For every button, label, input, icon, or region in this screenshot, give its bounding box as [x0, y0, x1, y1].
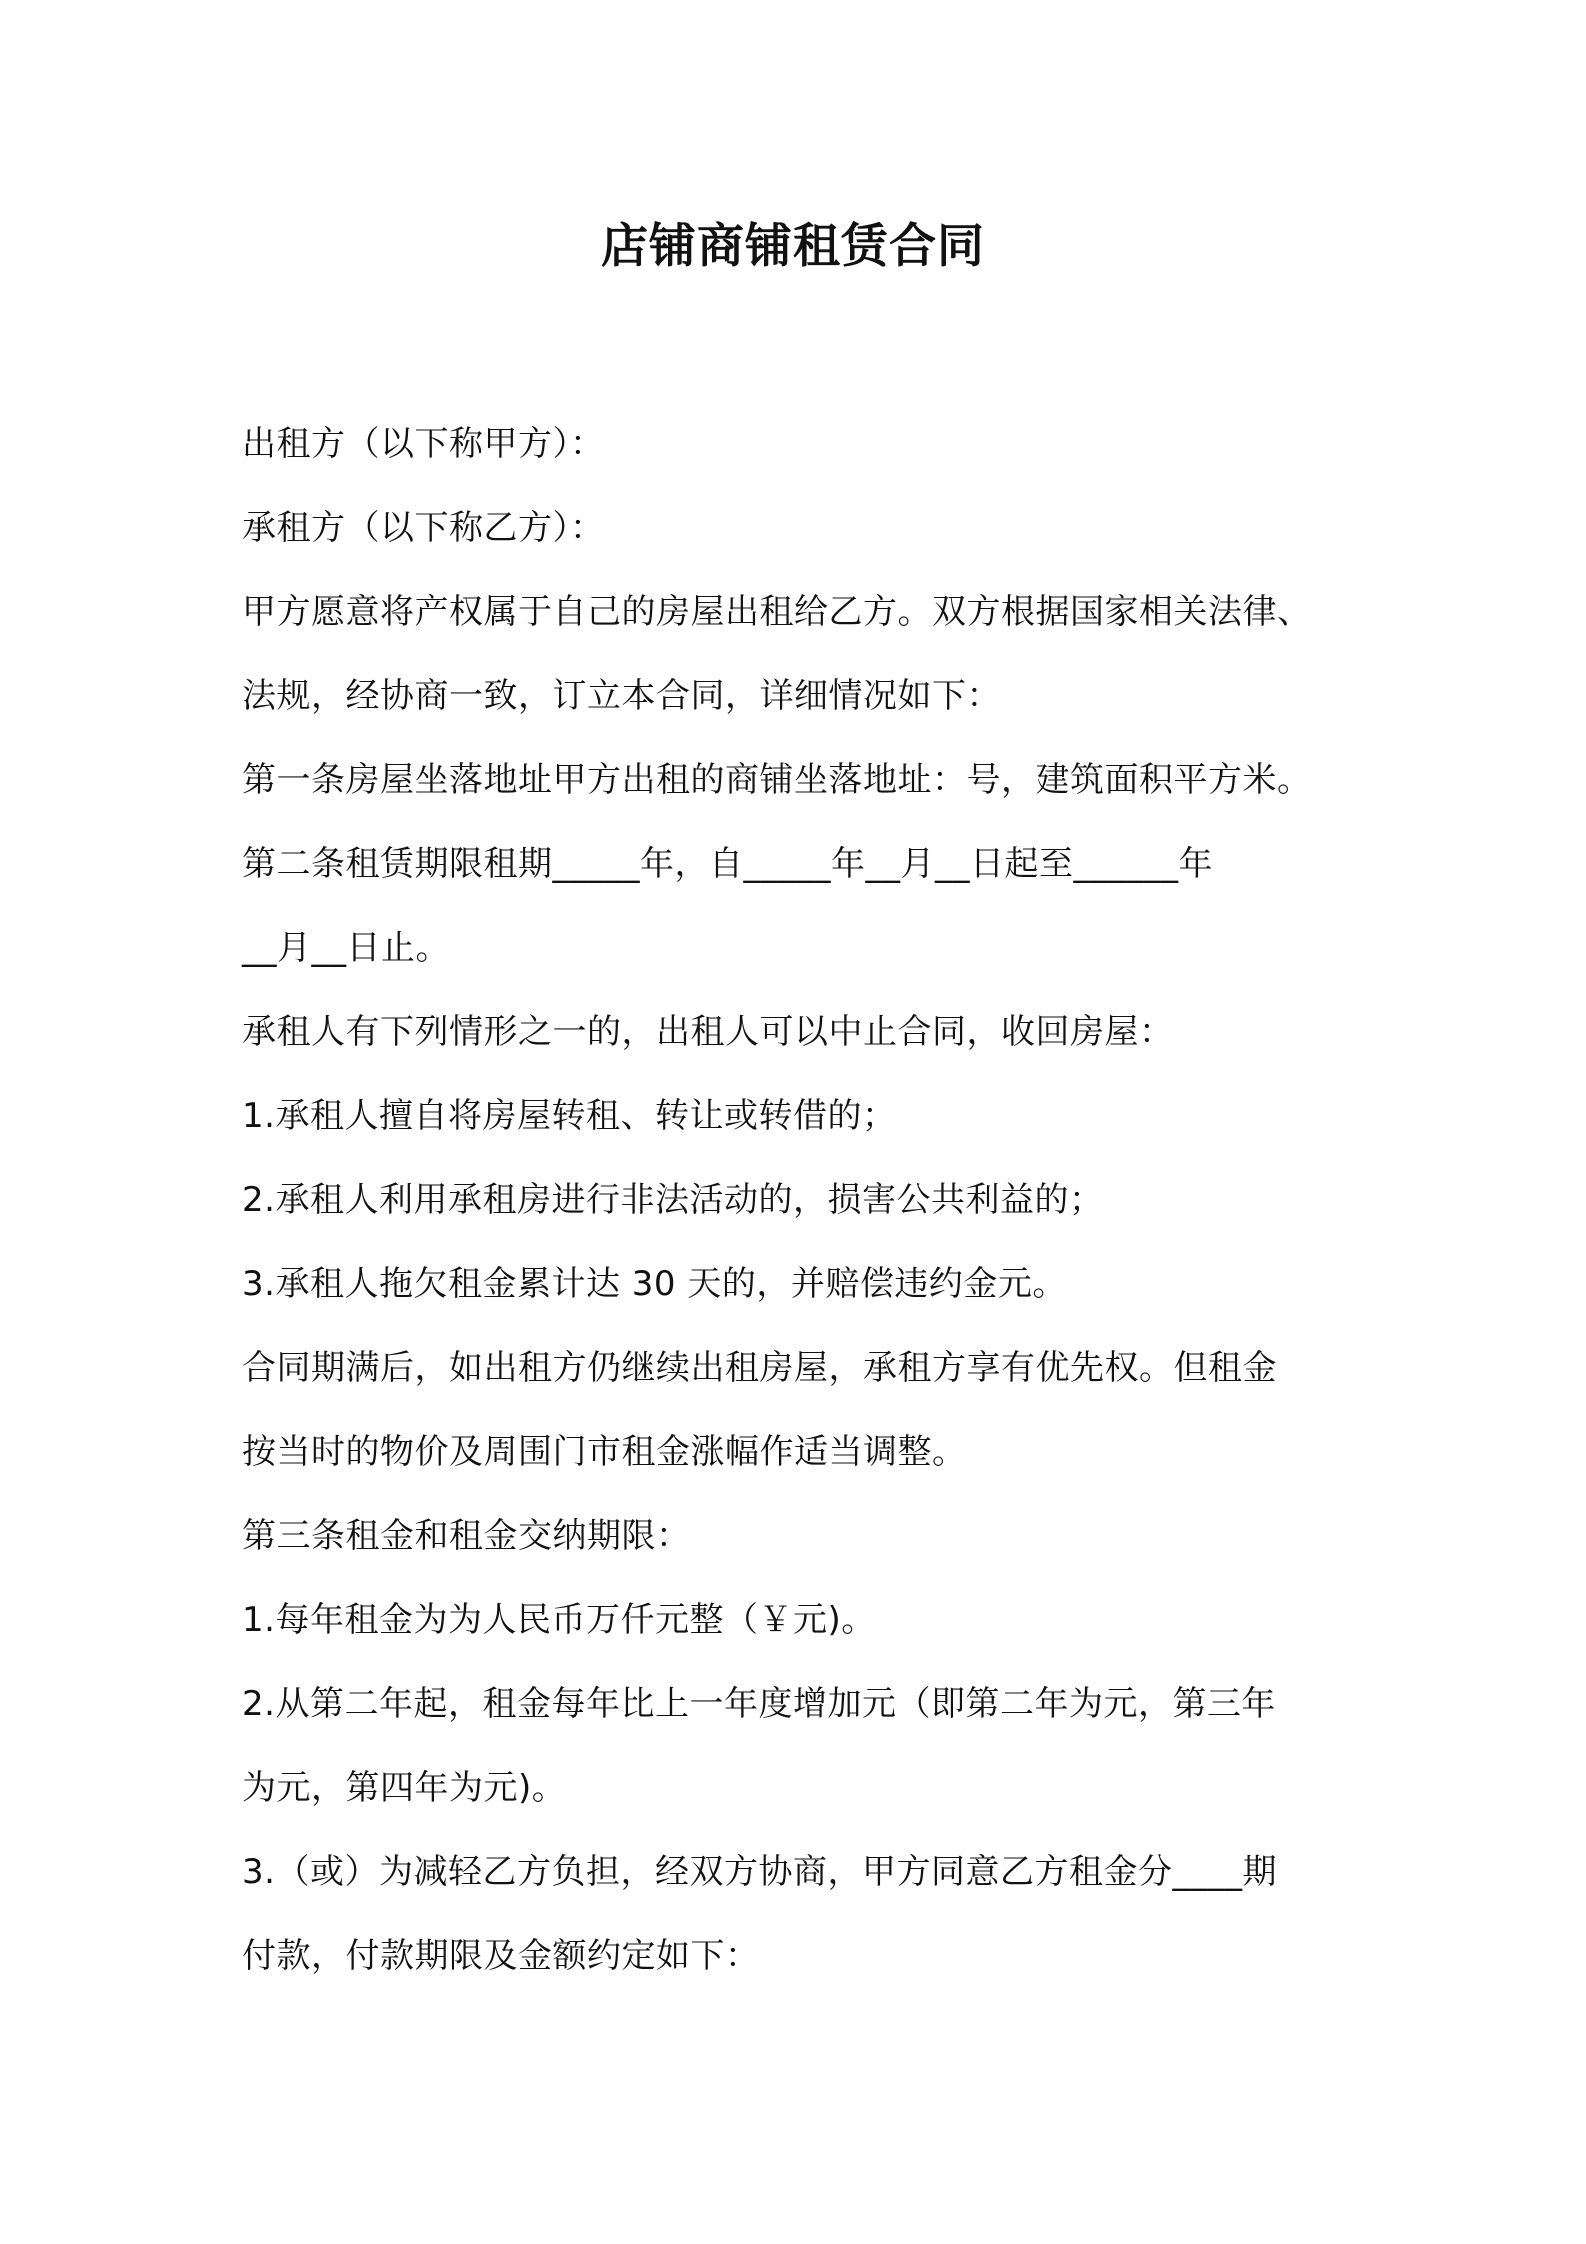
document-body — [242, 402, 1362, 1998]
text-line: 承租方（以下称乙方）： — [242, 508, 605, 548]
text-line: 甲方愿意将产权属于自己的房屋出租给乙方。双方根据国家相关法律、 — [242, 592, 1312, 632]
text-line: 法规，经协商一致，订立本合同，详细情况如下： — [242, 676, 1001, 716]
text-line: 为元，第四年为元)。 — [242, 1768, 567, 1808]
text-line: 第一条房屋坐落地址甲方出租的商铺坐落地址：号，建筑面积平方米。 — [242, 760, 1312, 800]
document-title: 店铺商铺租赁合同 — [601, 219, 985, 274]
text-line: 1.承租人擅自将房屋转租、转让或转借的； — [242, 1096, 897, 1136]
text-line: 付款，付款期限及金额约定如下： — [242, 1936, 760, 1976]
text-line: 3.承租人拖欠租金累计达 30 天的，并赔偿违约金元。 — [242, 1264, 1067, 1304]
text-line: 第三条租金和租金交纳期限： — [242, 1516, 691, 1556]
text-line: 1.每年租金为为人民币万仟元整（￥元)。 — [242, 1600, 876, 1640]
text-line: 按当时的物价及周围门市租金涨幅作适当调整。 — [242, 1432, 967, 1472]
text-line: 合同期满后，如出租方仍继续出租房屋，承租方享有优先权。但租金 — [242, 1348, 1277, 1388]
text-line: 2.从第二年起，租金每年比上一年度增加元（即第二年为元，第三年 — [242, 1684, 1276, 1724]
text-line: 第二条租赁期限租期_____年，自_____年__月__日起至______年 — [242, 844, 1213, 884]
text-line: 承租人有下列情形之一的，出租人可以中止合同，收回房屋： — [242, 1012, 1174, 1052]
text-line: __月__日止。 — [242, 928, 450, 968]
text-line: 出租方（以下称甲方）： — [242, 424, 605, 464]
text-line: 2.承租人利用承租房进行非法活动的，损害公共利益的； — [242, 1180, 1104, 1220]
text-line: 3.（或）为减轻乙方负担，经双方协商，甲方同意乙方租金分____期 — [242, 1852, 1277, 1892]
